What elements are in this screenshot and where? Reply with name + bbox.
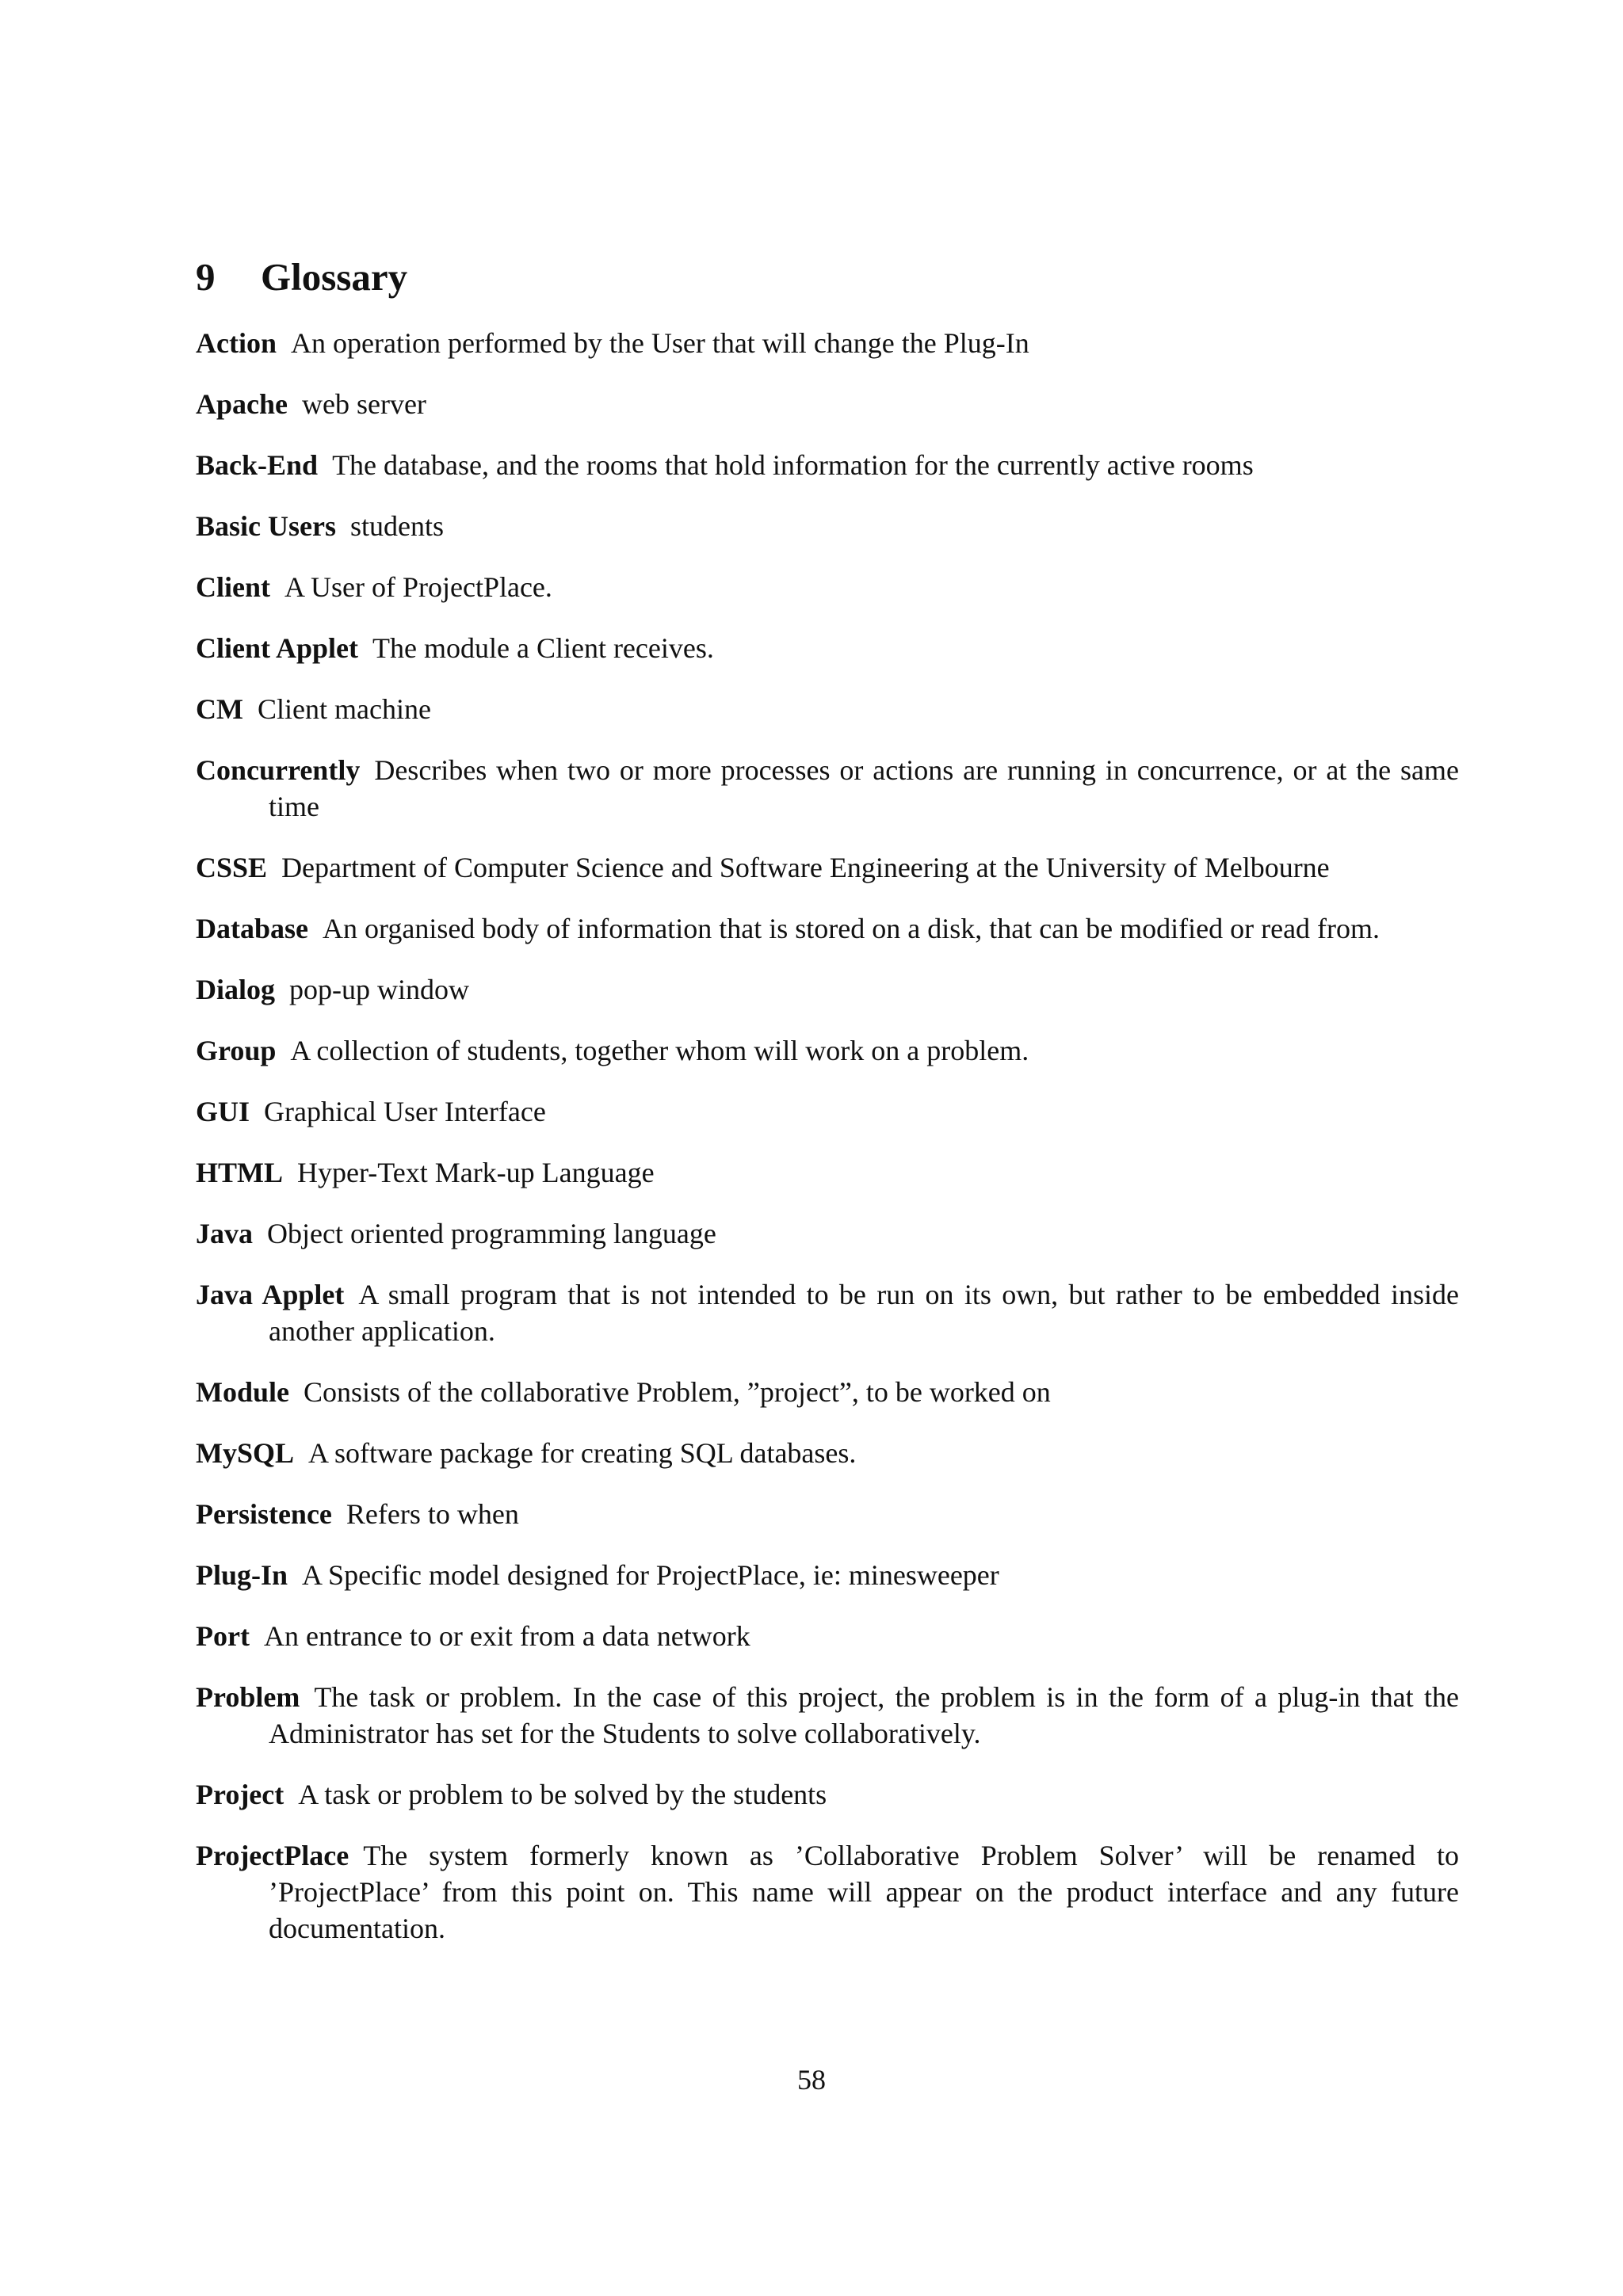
glossary-term: Back-End <box>196 449 319 481</box>
glossary-definition: Describes when two or more processes or actions are running in concurrence, or at the same time <box>269 754 1459 822</box>
glossary-definition: Department of Computer Science and Software Engineering at the University of Melbourne <box>281 852 1330 883</box>
glossary-entry <box>196 1557 1459 1593</box>
glossary-entry <box>196 1154 1459 1191</box>
glossary-entry <box>196 752 1459 825</box>
glossary-term: CM <box>196 693 243 725</box>
glossary-entry <box>196 1215 1459 1252</box>
glossary-definition: pop-up window <box>289 974 470 1005</box>
glossary-definition: Graphical User Interface <box>264 1096 546 1127</box>
glossary-term: Dialog <box>196 974 276 1005</box>
glossary-entry <box>196 1374 1459 1410</box>
glossary-entry <box>196 1837 1459 1947</box>
section-title: Glossary <box>261 255 408 299</box>
glossary-entry <box>196 971 1459 1008</box>
glossary-entry <box>196 849 1459 886</box>
glossary-entry <box>196 1032 1459 1069</box>
glossary-definition: Object oriented programming language <box>267 1218 716 1249</box>
glossary-term: Persistence <box>196 1498 332 1530</box>
glossary-term: Port <box>196 1620 250 1652</box>
glossary-definition: The database, and the rooms that hold information for the currently active rooms <box>332 449 1254 481</box>
glossary-definition: An organised body of information that is stored on a disk, that can be modified or read from. <box>323 913 1381 944</box>
section-number: 9 <box>196 255 216 299</box>
glossary-term: Problem <box>196 1681 300 1713</box>
glossary-entry <box>196 569 1459 605</box>
glossary-definition: Hyper-Text Mark-up Language <box>297 1157 655 1188</box>
glossary-entry <box>196 1093 1459 1130</box>
glossary-definition: The task or problem. In the case of this project, the problem is in the form of a plug-in that the Administrator has set for the Students to solve collaboratively. <box>269 1681 1459 1749</box>
page-number: 58 <box>797 2064 826 2096</box>
glossary-term: CSSE <box>196 852 268 883</box>
glossary-entry <box>196 325 1459 361</box>
glossary-definition: web server <box>302 388 426 420</box>
glossary-definition: An entrance to or exit from a data network <box>263 1620 750 1652</box>
glossary-definition: A task or problem to be solved by the students <box>298 1779 827 1810</box>
glossary-entry <box>196 630 1459 666</box>
glossary-definition: The system formerly known as ’Collaborative Problem Solver’ will be renamed to ’ProjectPlace’ from this point on. This name will appear on the product interface and any future documentation. <box>269 1840 1459 1944</box>
glossary-term: Action <box>196 327 277 359</box>
glossary-entry <box>196 1618 1459 1654</box>
glossary-definition: A User of ProjectPlace. <box>285 571 552 603</box>
glossary-term: ProjectPlace <box>196 1840 349 1871</box>
glossary-entry <box>196 508 1459 544</box>
glossary-entry <box>196 447 1459 483</box>
glossary-term: Java <box>196 1218 253 1249</box>
glossary-entry <box>196 1435 1459 1471</box>
glossary-term: GUI <box>196 1096 250 1127</box>
glossary-entry <box>196 1276 1459 1349</box>
glossary-list <box>196 325 1459 1971</box>
glossary-entry <box>196 691 1459 727</box>
glossary-definition: An operation performed by the User that will change the Plug-In <box>291 327 1029 359</box>
glossary-definition: A Specific model designed for ProjectPlace, ie: minesweeper <box>302 1559 999 1591</box>
glossary-term: Concurrently <box>196 754 361 786</box>
glossary-term: MySQL <box>196 1437 295 1469</box>
glossary-term: HTML <box>196 1157 284 1188</box>
glossary-definition: students <box>349 510 444 542</box>
glossary-term: Client Applet <box>196 632 359 664</box>
section-heading <box>196 252 407 303</box>
glossary-term: Apache <box>196 388 288 420</box>
glossary-definition: A small program that is not intended to be run on its own, but rather to be embedded inside another application. <box>269 1279 1459 1347</box>
glossary-term: Module <box>196 1376 290 1408</box>
glossary-term: Project <box>196 1779 285 1810</box>
glossary-entry <box>196 1496 1459 1532</box>
glossary-term: Group <box>196 1035 277 1066</box>
glossary-entry <box>196 386 1459 422</box>
glossary-entry <box>196 1776 1459 1813</box>
glossary-term: Client <box>196 571 270 603</box>
glossary-definition: The module a Client receives. <box>372 632 714 664</box>
glossary-entry <box>196 1679 1459 1752</box>
glossary-entry <box>196 910 1459 947</box>
glossary-definition: Consists of the collaborative Problem, ”project”, to be worked on <box>304 1376 1051 1408</box>
glossary-term: Java Applet <box>196 1279 345 1310</box>
glossary-definition: A collection of students, together whom will work on a problem. <box>290 1035 1029 1066</box>
glossary-definition: A software package for creating SQL databases. <box>308 1437 857 1469</box>
glossary-term: Basic Users <box>196 510 336 542</box>
glossary-term: Database <box>196 913 308 944</box>
glossary-term: Plug-In <box>196 1559 288 1591</box>
glossary-definition: Client machine <box>257 693 431 725</box>
glossary-definition: Refers to when <box>346 1498 519 1530</box>
